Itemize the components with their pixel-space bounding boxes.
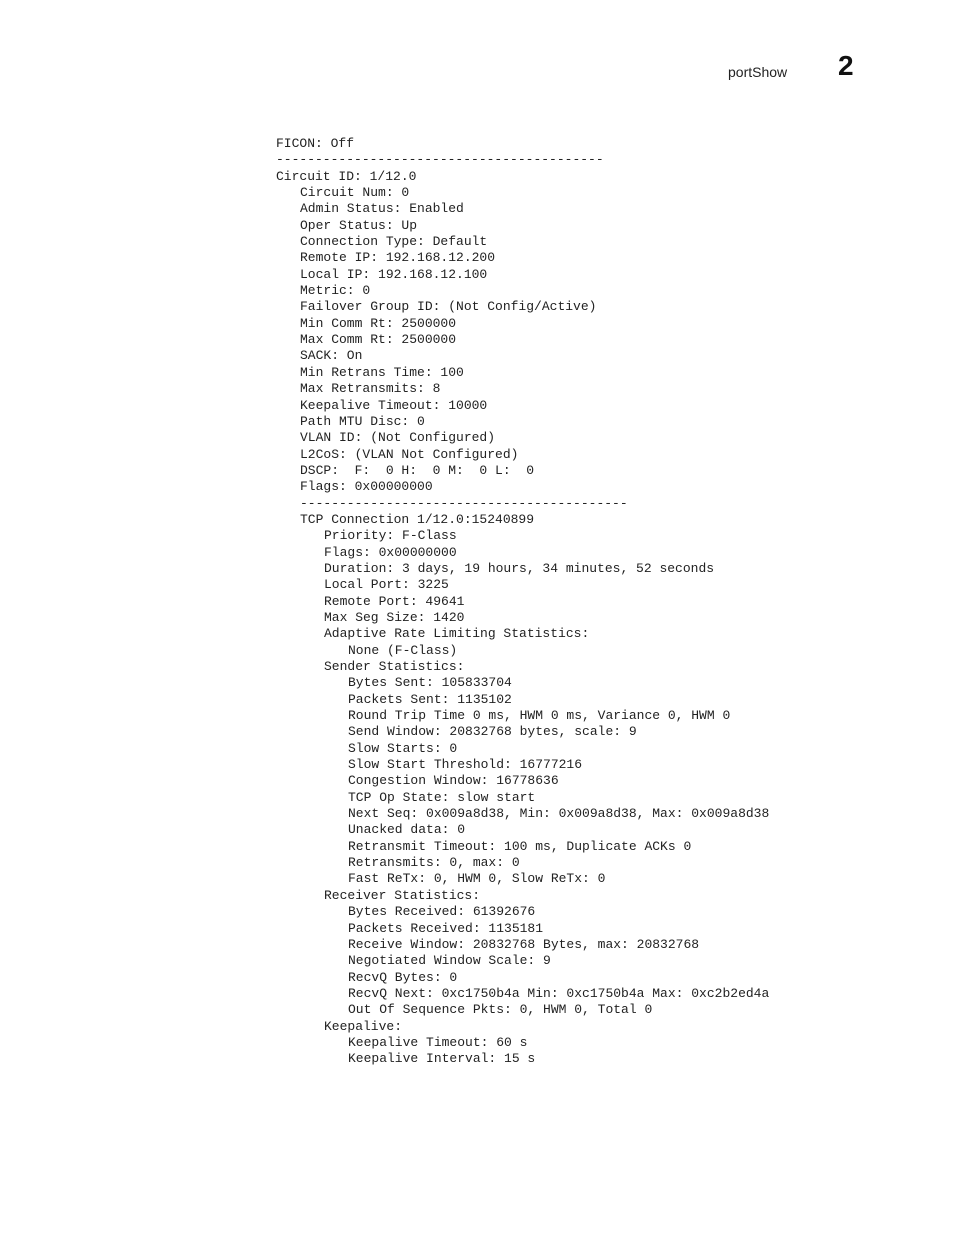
cli-output-line: ------------------------------------------ bbox=[300, 495, 628, 511]
cli-output-line: Congestion Window: 16778636 bbox=[348, 773, 559, 789]
cli-output-line: Min Comm Rt: 2500000 bbox=[300, 315, 457, 331]
cli-output-line: Max Seg Size: 1420 bbox=[324, 609, 465, 625]
cli-output-line: Fast ReTx: 0, HWM 0, Slow ReTx: 0 bbox=[348, 871, 606, 887]
cli-output-line: SACK: On bbox=[300, 348, 363, 364]
cli-output-line: Packets Sent: 1135102 bbox=[348, 691, 512, 707]
cli-output-line: Local IP: 192.168.12.100 bbox=[300, 266, 488, 282]
cli-output-line: DSCP: F: 0 H: 0 M: 0 L: 0 bbox=[300, 462, 535, 478]
cli-output-line: Local Port: 3225 bbox=[324, 577, 449, 593]
cli-output-line: Next Seq: 0x009a8d38, Min: 0x009a8d38, Max: 0x009a8d38 bbox=[348, 806, 770, 822]
cli-output-line: RecvQ Next: 0xc1750b4a Min: 0xc1750b4a Max: 0xc2b2ed4a bbox=[348, 985, 770, 1001]
cli-output-line: Max Comm Rt: 2500000 bbox=[300, 332, 457, 348]
cli-output-line: Oper Status: Up bbox=[300, 217, 418, 233]
cli-output-line: Circuit Num: 0 bbox=[300, 185, 410, 201]
cli-output-line: Keepalive Timeout: 60 s bbox=[348, 1034, 528, 1050]
cli-output-line: Priority: F-Class bbox=[324, 528, 457, 544]
cli-output-line: Keepalive Timeout: 10000 bbox=[300, 397, 488, 413]
cli-output-line: Slow Start Threshold: 16777216 bbox=[348, 757, 583, 773]
cli-output-line: Flags: 0x00000000 bbox=[300, 479, 433, 495]
cli-output-line: Out Of Sequence Pkts: 0, HWM 0, Total 0 bbox=[348, 1002, 653, 1018]
cli-output-line: Bytes Received: 61392676 bbox=[348, 904, 536, 920]
cli-output-line: Max Retransmits: 8 bbox=[300, 381, 441, 397]
cli-output-line: TCP Connection 1/12.0:15240899 bbox=[300, 511, 535, 527]
cli-output-line: Path MTU Disc: 0 bbox=[300, 413, 425, 429]
cli-output-line: Remote Port: 49641 bbox=[324, 593, 465, 609]
cli-output-line: Flags: 0x00000000 bbox=[324, 544, 457, 560]
cli-output-line: FICON: Off bbox=[276, 136, 355, 151]
cli-output-line: Unacked data: 0 bbox=[348, 822, 466, 838]
cli-output-line: Failover Group ID: (Not Config/Active) bbox=[300, 299, 597, 315]
cli-output-line: Negotiated Window Scale: 9 bbox=[348, 953, 551, 969]
cli-output-line: Send Window: 20832768 bytes, scale: 9 bbox=[348, 724, 637, 740]
cli-output-line: Bytes Sent: 105833704 bbox=[348, 675, 512, 691]
cli-output-line: L2CoS: (VLAN Not Configured) bbox=[300, 446, 519, 462]
running-header-title: portShow bbox=[728, 64, 788, 80]
cli-output-line: Duration: 3 days, 19 hours, 34 minutes, 52 seconds bbox=[324, 560, 715, 576]
cli-output-line: VLAN ID: (Not Configured) bbox=[300, 430, 496, 446]
cli-output-line: Keepalive: bbox=[324, 1018, 403, 1034]
cli-output-line: Retransmits: 0, max: 0 bbox=[348, 855, 520, 871]
cli-output-line: Metric: 0 bbox=[300, 283, 371, 299]
cli-output-line: Slow Starts: 0 bbox=[348, 740, 458, 756]
chapter-number: 2 bbox=[838, 50, 854, 81]
cli-output-block bbox=[276, 136, 769, 1068]
cli-output-line: Keepalive Interval: 15 s bbox=[348, 1051, 536, 1067]
cli-output-line: Min Retrans Time: 100 bbox=[300, 364, 464, 380]
cli-output-line: Circuit ID: 1/12.0 bbox=[276, 168, 417, 184]
cli-output-line: TCP Op State: slow start bbox=[348, 789, 536, 805]
cli-output-line: Sender Statistics: bbox=[324, 659, 465, 674]
cli-output-line: Admin Status: Enabled bbox=[300, 201, 464, 217]
cli-output-line: Remote IP: 192.168.12.200 bbox=[300, 250, 496, 266]
cli-output-line: ------------------------------------------ bbox=[276, 152, 604, 168]
cli-output-line: None (F-Class) bbox=[348, 642, 458, 658]
cli-output-line: Receiver Statistics: bbox=[324, 887, 481, 903]
cli-output-line: Packets Received: 1135181 bbox=[348, 920, 544, 936]
cli-output-line: RecvQ Bytes: 0 bbox=[348, 969, 458, 985]
cli-output-line: Adaptive Rate Limiting Statistics: bbox=[324, 626, 590, 642]
cli-output-line: Connection Type: Default bbox=[300, 234, 488, 250]
cli-output-line: Retransmit Timeout: 100 ms, Duplicate ACKs 0 bbox=[348, 838, 692, 854]
cli-output-line: Receive Window: 20832768 Bytes, max: 20832768 bbox=[348, 936, 700, 952]
cli-output-line: Round Trip Time 0 ms, HWM 0 ms, Variance 0, HWM 0 bbox=[348, 708, 731, 724]
